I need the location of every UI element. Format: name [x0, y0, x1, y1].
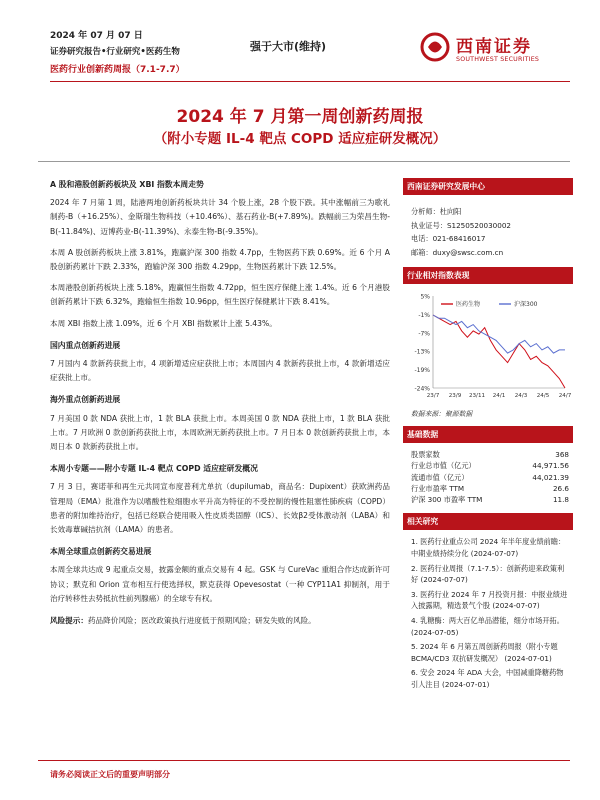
series-line-pharma [433, 315, 565, 388]
related-item[interactable]: 2. 医药行业周报（7.1-7.5）：创新药迎来政策利好 (2024-07-07) [411, 563, 565, 585]
related-header: 相关研究 [403, 513, 573, 530]
chart-source: 数据来源：聚源数据 [411, 410, 473, 418]
basic-stats [403, 443, 573, 513]
stat-label: 行业总市值（亿元） [411, 461, 476, 471]
x-tick-label: 23/11 [468, 393, 486, 399]
y-tick-label: -19% [414, 367, 430, 375]
x-tick-label: 24/1 [492, 393, 506, 399]
industry-rating: 强于大市(维持) [250, 40, 327, 53]
analyst-label: 分析师： [411, 207, 440, 216]
y-tick-label: -7% [418, 330, 430, 338]
legend-label: 沪深300 [514, 301, 538, 309]
analyst-value: 021-68416017 [432, 234, 486, 243]
risk-warning [50, 614, 390, 628]
section-domestic [50, 339, 390, 386]
section-overseas [50, 393, 390, 454]
paragraph: 7 月 3 日，赛诺菲和再生元共同宣布度普利尤单抗（dupilumab，商品名：Dupixent）获欧洲药品管理局（EMA）批准作为以嗜酸性粒细胞水平升高为特征的不受控制的慢性阻塞性肺疾病（COPD）患者的附加维持治疗，包括已经联合使用吸入性皮质类固醇（ICS）、长效β2受体激动剂（LABA）和长效毒蕈碱拮抗剂（LAMA）的患者。 [50, 482, 390, 535]
stat-value: 11.8 [552, 495, 569, 505]
analyst-row [411, 232, 573, 246]
report-date: 2024 年 07 月 07 日 [50, 31, 143, 41]
sidebar [403, 178, 573, 694]
stat-row [403, 449, 573, 460]
risk-text: 药品降价风险；医改政策执行进度低于预期风险；研发失败的风险。 [87, 616, 316, 626]
x-tick-label: 24/7 [558, 393, 572, 399]
related-item[interactable]: 4. 乳糖酶：两大百亿单品潜能，细分市场开拓。(2024-07-05) [411, 616, 564, 637]
stat-row [403, 483, 573, 494]
x-tick-label: 23/9 [448, 393, 462, 399]
series-line-csi300 [433, 315, 565, 353]
related-item[interactable]: 5. 2024 年 6 月第五周创新药周报（附小专题 BCMA/CD3 双抗研发概况） (2024-07-01) [411, 642, 558, 663]
section-topic [50, 462, 390, 537]
analyst-row [411, 219, 573, 233]
stat-label: 沪深 300 市盈率 TTM [411, 495, 483, 505]
chart-svg [403, 288, 573, 404]
stat-row [403, 460, 573, 471]
analyst-email[interactable]: duxy@swsc.com.cn [432, 247, 504, 257]
main-column [50, 178, 390, 628]
stat-label: 股票家数 [411, 450, 440, 459]
logo-text-en: SOUTHWEST SECURITIES [456, 56, 540, 63]
section-heading: 海外重点创新药进展 [50, 395, 121, 405]
analyst-row [411, 205, 573, 219]
stat-label: 流通市值（亿元） [411, 472, 469, 482]
stat-row [403, 494, 573, 505]
section-deals [50, 545, 390, 606]
stat-label: 行业市盈率 TTM [411, 483, 465, 493]
section-heading: A 股和港股创新药板块及 XBI 指数本周走势 [50, 180, 204, 189]
chart-header: 行业相对指数表现 [403, 267, 573, 284]
stat-value: 368 [555, 450, 569, 459]
related-research-list [403, 530, 573, 690]
report-series: 医药行业创新药周报（7.1-7.7） [50, 65, 185, 75]
analyst-label: 执业证号： [411, 220, 447, 230]
paragraph: 本周 XBI 指数上涨 1.09%，近 6 个月 XBI 指数累计上涨 5.43%。 [50, 318, 277, 328]
report-category: 证券研究报告•行业研究•医药生物 [50, 47, 180, 57]
stat-value: 44,971.56 [532, 461, 569, 471]
y-tick-label: -1% [418, 311, 430, 319]
relative-index-chart [403, 288, 573, 404]
team-header: 西南证券研究发展中心 [403, 178, 573, 195]
logo-text-cn: 西南证券 [456, 37, 532, 57]
y-tick-label: -13% [414, 348, 430, 356]
y-tick-label: 5% [420, 293, 430, 301]
paragraph: 本周 A 股创新药板块上涨 3.81%，跑赢沪深 300 指数 4.7pp，生物医药下跌 0.69%。近 6 个月 A 股创新药累计下跌 2.33%，跑输沪深 300 指数 4.29pp，生物医药累计下跌 12.5%。 [50, 247, 390, 272]
logo-mark-icon [420, 32, 450, 62]
page-subtitle: （附小专题 IL-4 靶点 COPD 适应症研发概况） [153, 131, 447, 147]
related-item[interactable]: 6. 安会 2024 年 ADA 大会，中国减重降糖药物引人注目 (2024-07-01) [411, 668, 564, 690]
x-tick-label: 24/5 [536, 393, 550, 399]
related-item[interactable]: 1. 医药行业重点公司 2024 年半年度业绩前瞻：中期业绩持续分化 (2024-07-07) [411, 537, 566, 559]
paragraph: 2024 年 7 月第 1 周，陆港两地创新药板块共计 34 个股上涨，28 个股下跌。其中涨幅前三为歌礼制药-B（+16.25%）、金斯瑞生物科技（+10.46%）、基石药业-B(+7.89%)。跌幅前三为荣昌生物-B(-11.84%)、迈博药业-B(-11.39%)、永泰生物-B(-9.35%)。 [50, 198, 390, 236]
analyst-value: 杜向阳 [439, 207, 462, 216]
footer-disclaimer: 请务必阅读正文后的重要声明部分 [50, 770, 170, 779]
stats-header: 基础数据 [403, 426, 573, 443]
page-title: 2024 年 7 月第一周创新药周报 [176, 107, 424, 127]
stat-value: 44,021.39 [532, 472, 569, 482]
section-market [50, 178, 390, 331]
paragraph: 7 月美国 0 款 NDA 获批上市，1 款 BLA 获批上市。本周美国 0 款 NDA 获批上市，1 款 BLA 获批上市。7 月欧洲 0 款创新药获批上市，本周欧洲无新药获批上市。7 月日本 0 款创新药获批上市，本周日本 0 款新药获批上市。 [50, 413, 390, 452]
analyst-info [403, 195, 573, 259]
stat-row [403, 472, 573, 483]
risk-label: 风险提示： [50, 616, 88, 626]
paragraph: 本周港股创新药板块上涨 5.18%，跑赢恒生指数 4.72pp，恒生医疗保健上涨 1.4%。近 6 个月港股创新药累计下跌 6.32%，跑输恒生指数 10.96pp，恒生医疗保健累计下跌 8.41%。 [50, 283, 390, 307]
header-divider [50, 81, 570, 82]
section-heading: 国内重点创新药进展 [50, 340, 121, 350]
footer-divider [38, 760, 570, 761]
analyst-value: S1250520030002 [446, 220, 511, 230]
legend-label: 医药生物 [456, 301, 481, 309]
related-item[interactable]: 3. 医药行业 2024 年 7 月投资月报：中报业绩进入披露期，精选景气个股 (2024-07-07) [411, 589, 568, 611]
analyst-row [411, 246, 573, 260]
section-heading: 本周全球重点创新药交易进展 [50, 547, 152, 557]
company-logo [420, 30, 570, 74]
stat-value: 26.6 [552, 483, 569, 493]
analyst-label: 电话： [411, 234, 433, 243]
analyst-label: 邮箱： [411, 247, 433, 257]
x-tick-label: 24/3 [514, 393, 528, 399]
paragraph: 本周全球共达成 9 起重点交易，披露金额的重点交易有 4 起。GSK 与 CureVac 重组合作达成新许可协议；默克和 Orion 宣布相互行使选择权，默克获得 Opevesostat（一种 CYP11A1 抑制剂，用于治疗转移性去势抵抗性前列腺癌）的全球专有权。 [50, 565, 390, 603]
paragraph: 7 月国内 4 款新药获批上市，4 项新增适应症获批上市；本周国内 4 款新药获批上市，4 款新增适应症获批上市。 [50, 359, 390, 383]
title-divider [38, 161, 570, 162]
y-tick-label: -24% [414, 385, 430, 393]
section-heading: 本周小专题——附小专题 IL-4 靶点 COPD 适应症研发概况 [50, 464, 258, 474]
x-tick-label: 23/7 [426, 393, 440, 399]
